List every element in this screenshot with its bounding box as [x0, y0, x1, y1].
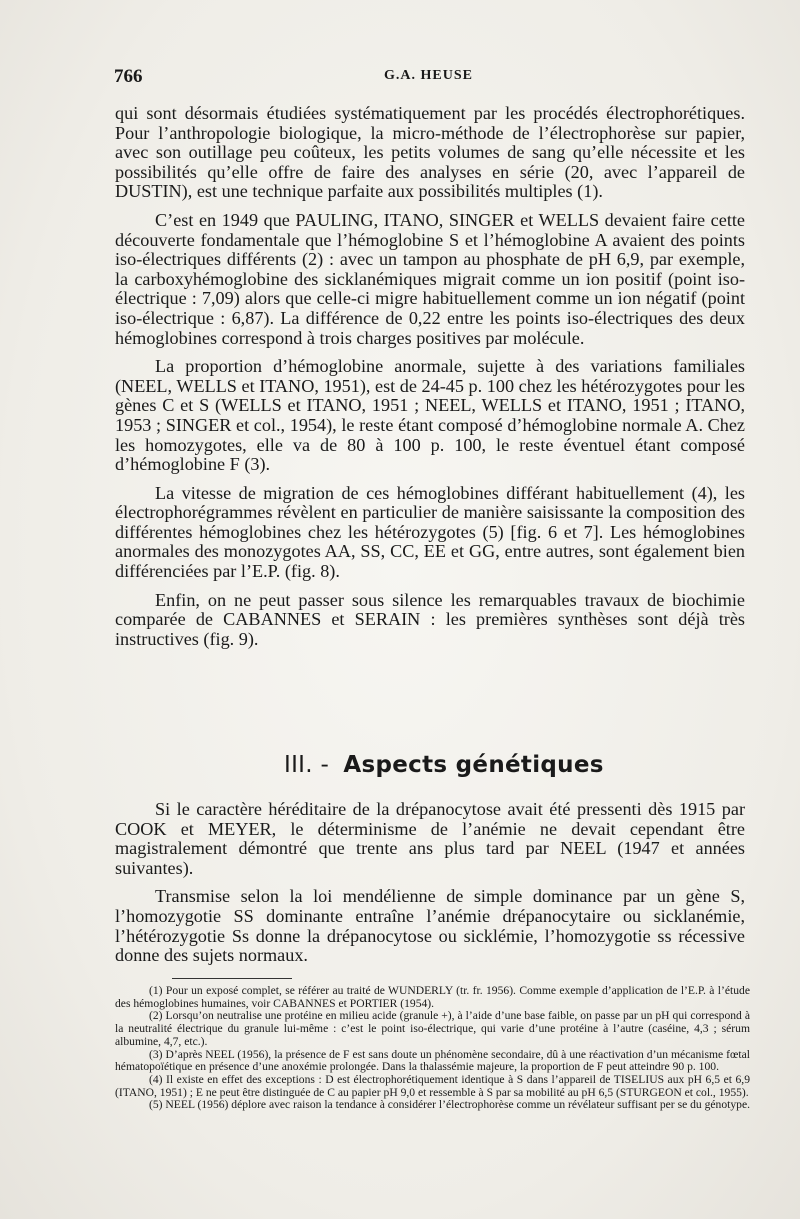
paragraph: La vitesse de migration de ces hémoglobines différant habituellement (4), les électrophorégrammes révèlent en particulier de manière saisissante la composition des différentes hémoglobines chez les hétérozygotes (5) [fig. 6 et 7]. Les hémoglobines anormales des monozygotes AA, SS, CC, EE et GG, entre autres, sont également bien différenciées par l’E.P. (fig. 8).: [115, 482, 745, 582]
page-number: 766: [114, 66, 143, 87]
section-text: [115, 800, 745, 975]
body-text: [115, 104, 745, 658]
footnote: (1) Pour un exposé complet, se référer au traité de WUNDERLY (tr. fr. 1956). Comme exemple d’application de l’E.P. à l’étude des hémoglobines humaines, voir CABANNES et PORTIER (1954).: [115, 984, 750, 1010]
footnote: (2) Lorsqu’on neutralise une protéine en milieu acide (granule +), à l’aide d’une base faible, on passe par un pH qui correspond à la neutralité électrique du granule lui-même : c’est le point iso-électrique, qui varie d’une protéine à l’autre (caséine, 4,3 ; sérum albumine, 4,7, etc.).: [115, 1009, 750, 1048]
footnote: (3) D’après NEEL (1956), la présence de F est sans doute un phénomène secondaire, dû à une réactivation d’un mécanisme fœtal hématopoïétique en présence d’une anoxémie prolongée. Dans la thalassémie majeure, la proportion de F peut atteindre 90 p. 100.: [115, 1047, 750, 1074]
page-header: [114, 66, 748, 90]
running-head: G.A. HEUSE: [384, 68, 473, 83]
footnote: (4) Il existe en effet des exceptions : D est électrophorétiquement identique à S dans l’appareil de TISELIUS aux pH 6,5 et 6,9 (ITANO, 1951) ; E ne peut être distinguée de C au papier pH 9,0 et ressemble à S par sa mobilité au pH 6,5 (STURGEON et col., 1955).: [115, 1072, 750, 1099]
paragraph: qui sont désormais étudiées systématiquement par les procédés électrophorétiques. Pour l’anthropologie biologique, la micro-méthode de l’électrophorèse sur papier, avec son outillage peu coûteux, les petits volumes de sang qu’elle nécessite et les possibilités qu’elle offre de faire des analyses en série (20, avec l’appareil de DUSTIN), est une technique parfaite aux possibilités multiples (1).: [115, 103, 745, 202]
footnote-divider: [172, 978, 292, 979]
paragraph: C’est en 1949 que PAULING, ITANO, SINGER et WELLS devaient faire cette découverte fondamentale que l’hémoglobine S et l’hémoglobine A avaient des points iso-électriques différents (2) : avec un tampon au phosphate de pH 6,9, par exemple, la carboxyhémoglobine des sicklanémiques migrait comme un ion positif (point iso-électrique : 7,09) alors que celle-ci migre habituellement comme un ion négatif (point iso-électrique : 6,87). La différence de 0,22 entre les points iso-électriques des deux hémoglobines correspond à trois charges positives par molécule.: [115, 209, 745, 348]
footnotes: [115, 985, 750, 1112]
paragraph: Si le caractère héréditaire de la drépanocytose avait été pressenti dès 1915 par COOK et MEYER, le déterminisme de l’anémie ne devait cependant être magistralement démontré que trente ans plus tard par NEEL (1947 et années suivantes).: [115, 799, 745, 878]
paragraph: Enfin, on ne peut passer sous silence les remarquables travaux de biochimie comparée de CABANNES et SERAIN : les premières synthèses sont déjà très instructives (fig. 9).: [115, 589, 745, 649]
section-numeral: III. -: [284, 752, 330, 778]
footnote: (5) NEEL (1956) déplore avec raison la tendance à considérer l’électrophorèse comme un révélateur suffisant per se du génotype.: [149, 1098, 751, 1112]
paragraph: La proportion d’hémoglobine anormale, sujette à des variations familiales (NEEL, WELLS et ITANO, 1951), est de 24-45 p. 100 chez les hétérozygotes pour les gènes C et S (WELLS et ITANO, 1951 ; NEEL, WELLS et ITANO, 1951 ; ITANO, 1953 ; SINGER et col., 1954), le reste étant composé d’hémoglobine normale A. Chez les homozygotes, elle va de 80 à 100 p. 100, le reste éventuel étant composé d’hémoglobine F (3).: [115, 356, 745, 475]
section-heading: [284, 752, 604, 778]
section-title: Aspects génétiques: [343, 752, 604, 778]
paragraph: Transmise selon la loi mendélienne de simple dominance par un gène S, l’homozygotie SS dominante entraîne l’anémie drépanocytaire ou sicklanémie, l’hétérozygotie Ss donne la drépanocytose ou sicklémie, l’homozygotie ss récessive donne des sujets normaux.: [115, 886, 745, 966]
